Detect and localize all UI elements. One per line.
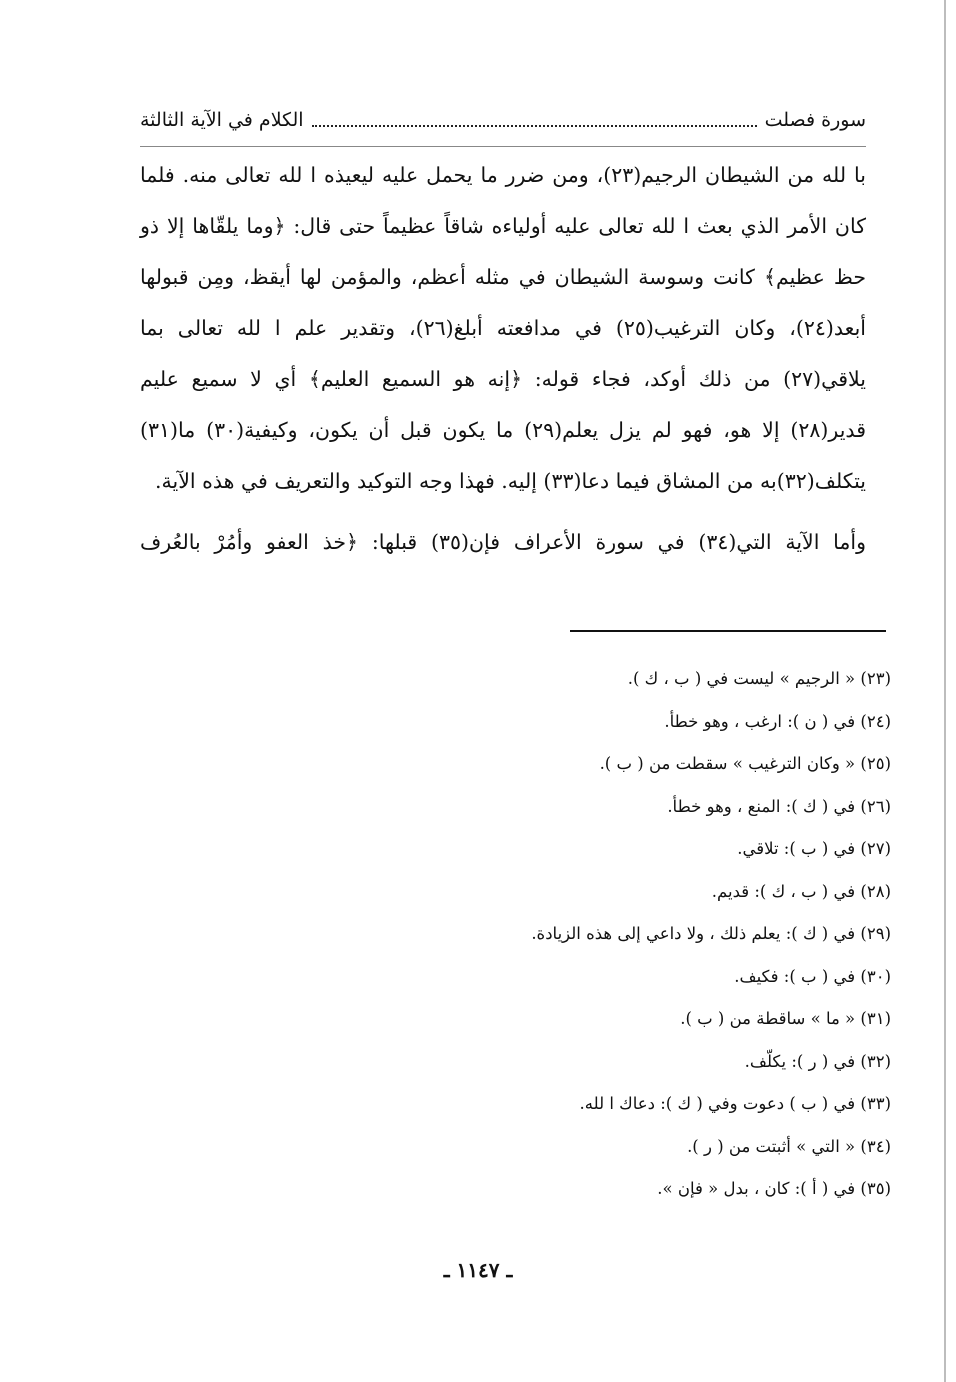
paragraph-1: با لله من الشيطان الرجيم(٢٣)، ومن ضرر ما يحمل عليه ليعيذه ا لله تعالى منه. فلما كان الأمر الذي بعث ا لله تعالى عليه أولياءه شاقاً عظيماً حتى قال: ﴿وما يلقّاها إلا ذو حظ عظيم﴾ كانت وسوسة الشيطان في مثله أعظم، والمؤمن لها أيقظ، ومِن قبولها أبعد(٢٤)، وكان الترغيب(٢٥) في مدافعته أبلغ(٢٦)، وتقدير علم ا لله تعالى بما يلاقي(٢٧) من ذلك أوكد، فجاء قوله: ﴿إنه هو السميع العليم﴾ أي لا سميع عليم قدير(٢٨) إلا هو، فهو لم يزل يعلم(٢٩) ما يكون قبل أن يكون، وكيفية(٣٠) ما(٣١) يتكلف(٣٢)به من المشاق فيما دعا(٣٣) إليه. فهذا وجه التوكيد والتعريف في هذه الآية. (140, 163, 866, 493)
paragraph-2: وأما الآية التي(٣٤) في سورة الأعراف فإن(٣٥) قبلها: ﴿خذ العفو وأمُرْ بالعُرف (140, 530, 867, 554)
footnotes-list (191, 658, 891, 1211)
footnote-30: (٣٠) في ( ب ): فكيف. (734, 966, 891, 986)
running-header (140, 100, 866, 140)
main-text (140, 150, 866, 568)
footnote-27: (٢٧) في ( ب ): تلاقي. (737, 839, 891, 858)
footnote-32: (٣٢) في ( ر ): يكلّف. (744, 1051, 891, 1071)
header-section-title: الكلام في الآية الثالثة (140, 109, 304, 131)
footnote-33: (٣٣) في ( ب ) دعوت وفي ( ك ): دعاك ا لله. (579, 1094, 891, 1113)
page-number: ـ ١١٤٧ ـ (443, 1258, 513, 1282)
header-rule (140, 146, 866, 147)
footnote-29: (٢٩) في ( ك ): يعلم ذلك ، ولا داعي إلى هذه الزيادة. (531, 924, 891, 943)
footnote-24: (٢٤) في ( ن ): ارغب ، وهو خطأ. (664, 711, 891, 731)
header-dot-leader (312, 125, 757, 127)
footnote-34: (٣٤) « التي » أثبتت من ( ر ). (687, 1136, 891, 1156)
header-surah-title: سورة فصلت (764, 109, 866, 131)
footnote-31: (٣١) « ما » ساقطة من ( ب ). (680, 1009, 891, 1028)
footnote-separator (570, 630, 886, 632)
footnote-28: (٢٨) في ( ب ، ك ): قديم. (711, 881, 891, 901)
footnote-35: (٣٥) في ( أ ): كان ، بدل « فإن ». (657, 1179, 891, 1198)
footnote-25: (٢٥) « وكان الترغيب » سقطت من ( ب ). (599, 754, 891, 773)
footnote-23: (٢٣) « الرجيم » ليست في ( ب ، ك ). (627, 669, 891, 688)
scan-edge-line (944, 0, 946, 1382)
footnote-26: (٢٦) في ( ك ): المنع ، وهو خطأ. (667, 796, 891, 816)
